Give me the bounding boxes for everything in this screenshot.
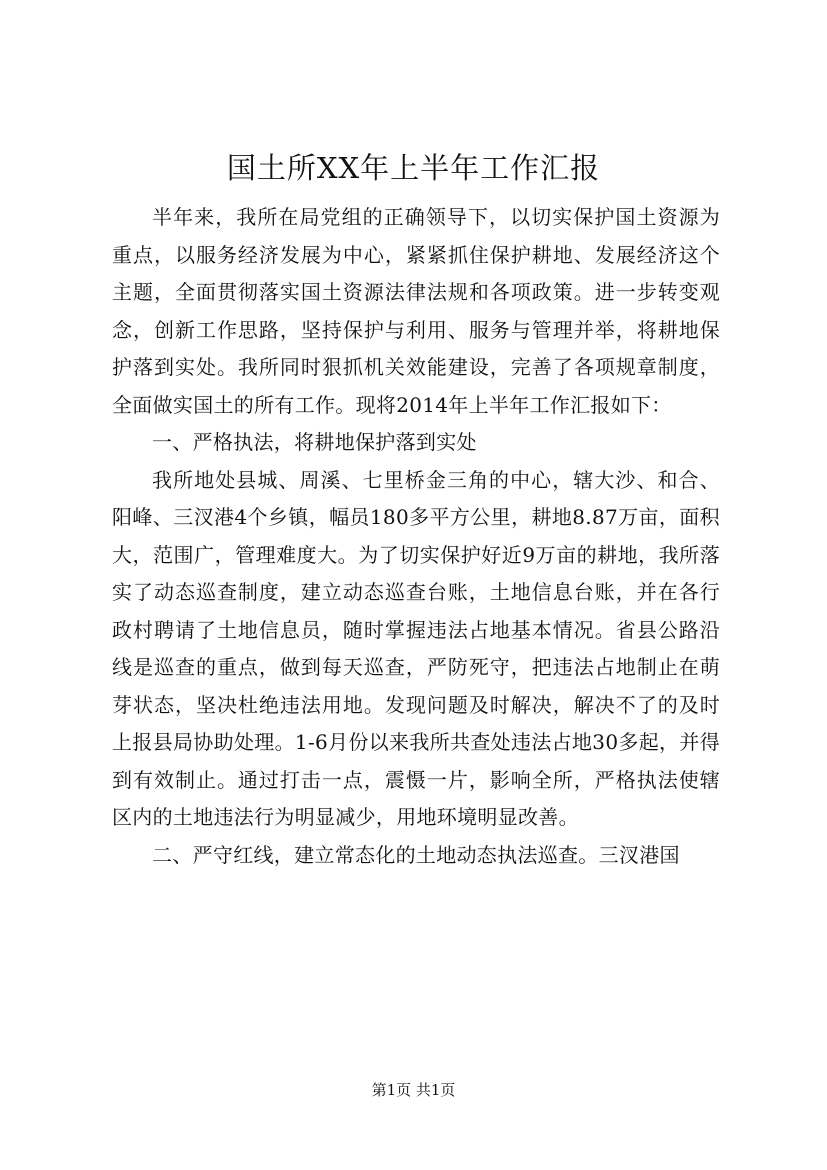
section-heading-1: 一、严格执法，将耕地保护落到实处	[152, 430, 477, 454]
intro-paragraph: 半年来，我所在局党组的正确领导下，以切实保护国土资源为重点，以服务经济发展为中心，紧紧抓住保护耕地、发展经济这个主题，全面贯彻落实国土资源法律法规和各项政策。进一步转变观念，创新工作思路，坚持保护与利用、服务与管理并举，将耕地保护落到实处。我所同时狠抓机关效能建设，完善了各项规章制度，全面做实国土的所有工作。现将2014年上半年工作汇报如下：	[112, 205, 720, 417]
document-title: 国土所XX年上半年工作汇报	[226, 151, 601, 185]
section-heading-2: 二、严守红线，建立常态化的土地动态执法巡查。三汊港国	[152, 842, 680, 867]
section-1-paragraph: 我所地处县城、周溪、七里桥金三角的中心，辖大沙、和合、阳峰、三汊港4个乡镇，幅员180多平方公里，耕地8.87万亩，面积大，范围广，管理难度大。为了切实保护好近9万亩的耕地，我所落实了动态巡查制度，建立动态巡查台账，土地信息台账，并在各行政村聘请了土地信息员，随时掌握违法占地基本情况。省县公路沿线是巡查的重点，做到每天巡查，严防死守，把违法占地制止在萌芽状态，坚决杜绝违法用地。发现问题及时解决，解决不了的及时上报县局协助处理。1-6月份以来我所共查处违法占地30多起，并得到有效制止。通过打击一点，震慑一片，影响全所，严格执法使辖区内的土地违法行为明显减少，用地环境明显改善。	[112, 467, 720, 829]
page-footer: 第1页 共1页	[371, 1081, 456, 1099]
document-body	[112, 199, 720, 874]
